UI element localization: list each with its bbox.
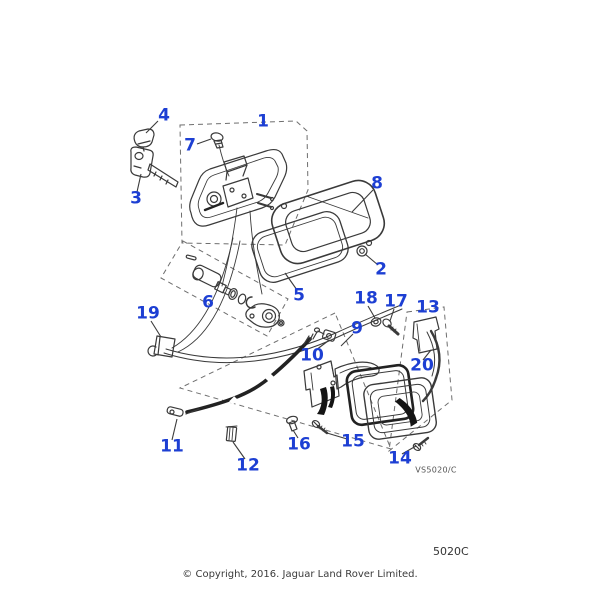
part-label-9: 9 xyxy=(351,318,363,339)
part-label-14: 14 xyxy=(388,448,412,469)
screw-15-illustration xyxy=(311,419,327,433)
part-label-3: 3 xyxy=(130,188,142,209)
part-label-15: 15 xyxy=(341,431,365,452)
copyright-text: © Copyright, 2016. Jaguar Land Rover Limited. xyxy=(182,569,418,580)
lock-barrel-illustration xyxy=(186,255,284,327)
part-label-7: 7 xyxy=(184,135,196,156)
dashed-boundary-boxes xyxy=(161,121,452,451)
part-label-13: 13 xyxy=(416,297,440,318)
part-label-1: 1 xyxy=(257,111,269,132)
screw-14-illustration xyxy=(412,438,428,452)
plate-13-illustration xyxy=(413,317,439,353)
clip-19-illustration xyxy=(148,336,175,357)
part-label-18: 18 xyxy=(354,288,378,309)
part-label-5: 5 xyxy=(293,285,305,306)
diagram-watermark: VS5020/C xyxy=(415,465,457,475)
clip-12-illustration xyxy=(226,426,237,441)
part-label-11: 11 xyxy=(160,436,184,457)
part-label-17: 17 xyxy=(384,291,408,312)
bolt-17-illustration xyxy=(381,317,398,334)
seal-5-illustration xyxy=(248,208,352,286)
ferrule-11-illustration xyxy=(167,406,184,417)
key-illustration xyxy=(131,147,178,187)
part-label-6: 6 xyxy=(202,292,214,313)
part-label-4: 4 xyxy=(158,105,170,126)
part-label-19: 19 xyxy=(136,303,160,324)
part-label-12: 12 xyxy=(236,455,260,476)
part-label-10: 10 xyxy=(300,345,324,366)
part-label-16: 16 xyxy=(287,434,311,455)
part-label-8: 8 xyxy=(371,173,383,194)
part-label-2: 2 xyxy=(375,259,387,280)
sheet-code: 5020C xyxy=(433,545,469,558)
nut-2-illustration xyxy=(357,246,367,256)
pin-16-illustration xyxy=(286,415,298,431)
part-label-20: 20 xyxy=(410,355,434,376)
